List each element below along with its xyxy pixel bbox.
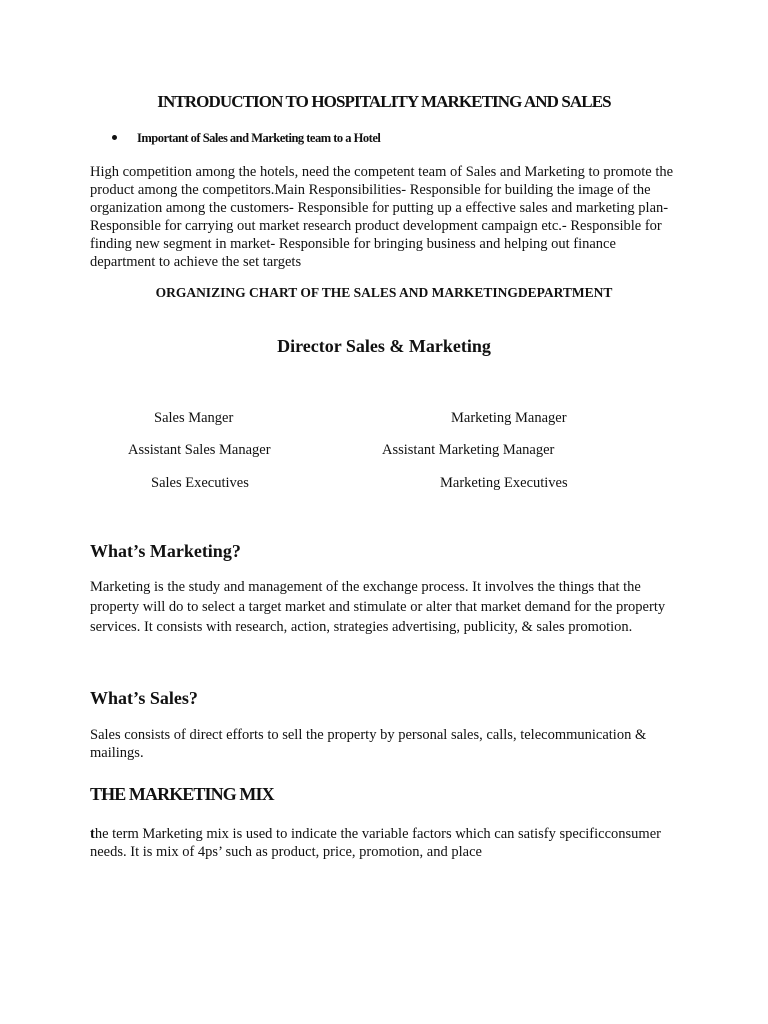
- sales-heading: What’s Sales?: [90, 688, 198, 708]
- marketing-mix-lead-letter: t: [90, 826, 95, 842]
- org-chart-marketing-executives: Marketing Executives: [440, 475, 568, 491]
- marketing-mix-paragraph: [90, 825, 682, 861]
- org-chart-heading: ORGANIZING CHART OF THE SALES AND MARKETINGDEPARTMENT: [155, 285, 613, 300]
- marketing-mix-body: he term Marketing mix is used to indicate the variable factors which can satisfy specificconsumer needs. It is mix of 4ps’ such as product, price, promotion, and place: [90, 826, 661, 860]
- document-title: INTRODUCTION TO HOSPITALITY MARKETING AND SALES: [157, 92, 611, 111]
- sales-paragraph: Sales consists of direct efforts to sell the property by personal sales, calls, telecommunication & mailings.: [90, 727, 647, 761]
- org-chart-assistant-sales-manager: Assistant Sales Manager: [128, 442, 271, 458]
- org-chart-director: Director Sales & Marketing: [277, 336, 491, 356]
- intro-paragraph: High competition among the hotels, need the competent team of Sales and Marketing to promote the product among the competitors.Main Responsibilities- Responsible for building the image of the organization among the customers- Responsible for putting up a effective sales and marketing plan- Responsible for carrying out market research product development campaign etc.- Responsible for finding new segment in market- Responsible for bringing business and helping out finance department to achieve the set targets: [90, 164, 674, 270]
- bullet-icon: [112, 135, 117, 140]
- org-chart-sales-manager: Sales Manger: [154, 410, 234, 426]
- marketing-heading: What’s Marketing?: [90, 541, 241, 561]
- bullet-item: [112, 131, 380, 146]
- org-chart-marketing-manager: Marketing Manager: [451, 410, 567, 426]
- marketing-paragraph: Marketing is the study and management of the exchange process. It involves the things that the property will do to select a target market and stimulate or alter that market demand for the property services. It consists with research, action, strategies advertising, publicity, & sales promotion.: [90, 579, 666, 635]
- bullet-text: Important of Sales and Marketing team to a Hotel: [137, 131, 381, 145]
- marketing-mix-heading: THE MARKETING MIX: [90, 784, 274, 804]
- org-chart-assistant-marketing-manager: Assistant Marketing Manager: [382, 442, 555, 458]
- org-chart-sales-executives: Sales Executives: [151, 475, 249, 491]
